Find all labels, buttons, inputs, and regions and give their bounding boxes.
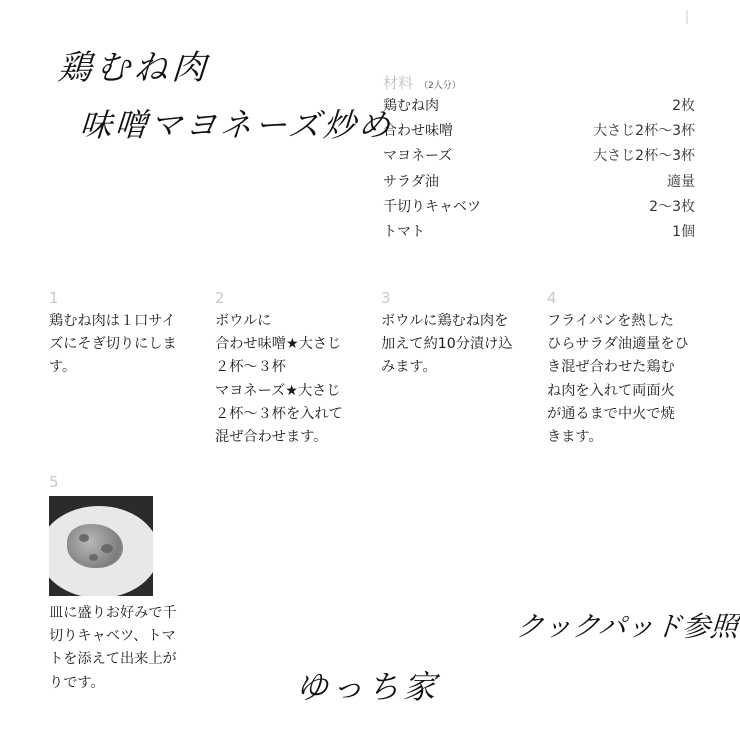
step-number: 1 — [49, 289, 59, 307]
step-line: ２杯～３杯を入れて — [215, 405, 343, 422]
step-text — [49, 310, 199, 380]
step-number: 5 — [49, 473, 59, 491]
step-line: 合わせ味噌★大さじ — [215, 336, 342, 353]
ingredient-name: マヨネーズ — [383, 148, 453, 165]
family-signature: ゆっち家 — [294, 668, 441, 706]
step-line: す。 — [49, 359, 77, 376]
garnish-dot — [79, 534, 89, 542]
step-line: 加えて約10分漬け込 — [381, 336, 513, 353]
step-number: 4 — [547, 289, 557, 307]
ingredient-row — [383, 195, 695, 220]
step-5 — [49, 470, 199, 695]
recipe-title-line2: 味噌マヨネーズ炒め — [78, 106, 395, 144]
ingredient-row — [383, 144, 695, 169]
step-line: トを添えて出来上が — [49, 651, 177, 668]
ingredient-qty: 大さじ2杯～3杯 — [593, 148, 695, 165]
ingredient-qty: 2枚 — [672, 98, 695, 114]
ingredient-row — [383, 94, 695, 119]
step-line: りです。 — [49, 674, 105, 691]
step-number: 3 — [381, 289, 391, 307]
step-line: が通るまで中火で焼 — [547, 405, 675, 422]
step-1 — [49, 286, 199, 380]
step-number: 2 — [215, 289, 225, 307]
step-line: ボウルに — [215, 313, 272, 329]
dish-photo — [49, 496, 153, 596]
food-shape — [67, 524, 123, 568]
step-3 — [381, 286, 531, 380]
step-line: き混ぜ合わせた鶏む — [547, 359, 675, 376]
ingredient-name: 千切りキャベツ — [383, 198, 481, 215]
ingredient-qty: 大さじ2杯～3杯 — [593, 123, 695, 140]
step-line: マヨネーズ★大さじ — [215, 382, 341, 399]
ingredient-row — [383, 220, 695, 245]
recipe-title-line1: 鶏むね肉 — [56, 48, 212, 88]
ingredient-name: 鶏むね肉 — [383, 98, 439, 114]
step-text — [547, 310, 697, 449]
garnish-dot — [89, 554, 98, 561]
scan-corner-mark — [686, 10, 688, 24]
step-line: 皿に盛りお好みで千 — [49, 605, 177, 621]
step-2 — [215, 286, 365, 449]
step-text — [215, 310, 365, 449]
step-text — [49, 602, 199, 695]
ingredient-qty: 1個 — [672, 223, 695, 240]
step-line: きます。 — [547, 429, 603, 446]
ingredient-row — [383, 170, 695, 195]
step-line: ね肉を入れて両面火 — [547, 382, 675, 399]
ingredient-qty: 適量 — [667, 173, 695, 190]
step-text — [381, 310, 531, 380]
ingredient-qty: 2～3枚 — [649, 198, 695, 215]
ingredient-name: トマト — [383, 223, 425, 240]
ingredient-name: サラダ油 — [383, 173, 439, 190]
step-line: みます。 — [381, 359, 437, 376]
ingredients-header — [383, 72, 695, 94]
step-line: ２杯～３杯 — [215, 359, 286, 376]
step-line: 混ぜ合わせます。 — [215, 429, 328, 446]
step-line: ズにそぎ切りにしま — [49, 336, 177, 353]
ingredients-servings: （2人分） — [419, 81, 461, 91]
ingredient-name: 合わせ味噌 — [383, 123, 453, 140]
step-line: 鶏むね肉は１口サイ — [49, 313, 176, 329]
ingredients-section — [383, 72, 695, 245]
source-credit: クックパッド参照 — [514, 610, 740, 643]
step-line: 切りキャベツ、トマ — [49, 628, 176, 645]
step-line: ボウルに鶏むね肉を — [381, 313, 509, 329]
step-line: ひらサラダ油適量をひ — [547, 336, 689, 353]
ingredient-row — [383, 119, 695, 144]
step-line: フライパンを熱した — [547, 313, 674, 329]
ingredients-heading: 材料 — [383, 74, 414, 92]
garnish-dot — [101, 544, 113, 553]
step-4 — [547, 286, 697, 449]
